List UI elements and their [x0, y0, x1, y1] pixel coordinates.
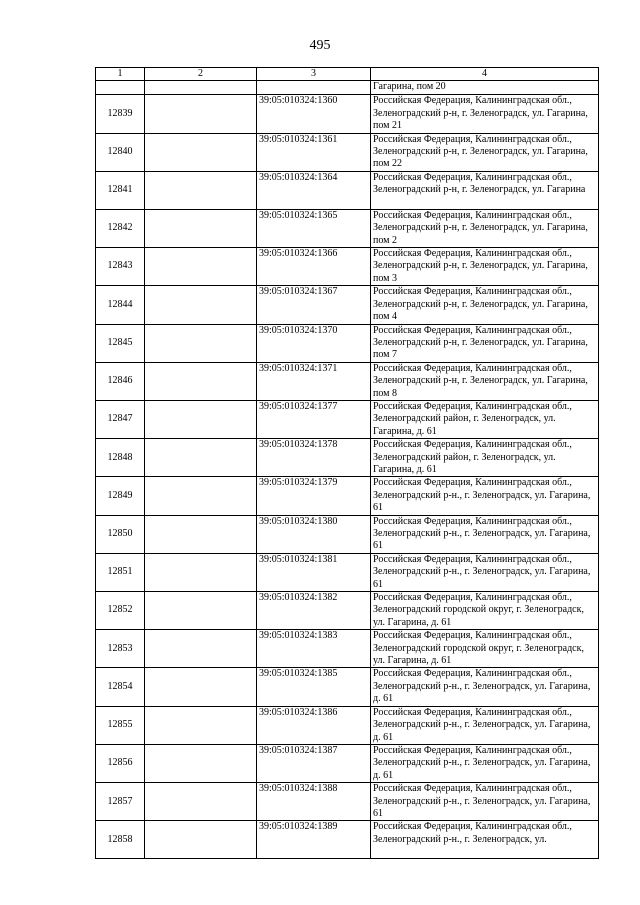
table-row [96, 706, 599, 744]
cadastral-number: 39:05:010324:1377 [257, 400, 371, 438]
row-col2 [145, 821, 257, 859]
row-number: 12851 [96, 553, 145, 591]
address: Российская Федерация, Калининградская обл., Зеленоградский р-н., г. Зеленоградск, ул. Гагарина, д. 61 [371, 744, 599, 782]
cadastral-number: 39:05:010324:1383 [257, 630, 371, 668]
address: Российская Федерация, Калининградская обл., Зеленоградский р-н., г. Зеленоградск, ул. Гагарина, 61 [371, 515, 599, 553]
row-col2 [145, 668, 257, 706]
cadastral-number: 39:05:010324:1388 [257, 783, 371, 821]
row-col2 [145, 324, 257, 362]
row-number: 12846 [96, 362, 145, 400]
row-col2 [145, 706, 257, 744]
address: Российская Федерация, Калининградская обл., Зеленоградский р-н, г. Зеленоградск, ул. Гагарина, пом 22 [371, 133, 599, 171]
address: Российская Федерация, Калининградская обл., Зеленоградский р-н, г. Зеленоградск, ул. Гагарина, пом 21 [371, 95, 599, 133]
row-col2 [145, 592, 257, 630]
table-row [96, 515, 599, 553]
cadastral-number: 39:05:010324:1367 [257, 286, 371, 324]
table-row [96, 400, 599, 438]
address: Российская Федерация, Калининградская обл., Зеленоградский р-н, г. Зеленоградск, ул. Гагарина, пом 8 [371, 362, 599, 400]
row-number: 12839 [96, 95, 145, 133]
table-row [96, 248, 599, 286]
row-col2 [145, 362, 257, 400]
table-row [96, 668, 599, 706]
cadastral-number: 39:05:010324:1360 [257, 95, 371, 133]
address: Российская Федерация, Калининградская обл., Зеленоградский район, г. Зеленоградск, ул. Гагарина, д. 61 [371, 439, 599, 477]
address: Российская Федерация, Калининградская обл., Зеленоградский городской округ, г. Зеленоградск, ул. Гагарина, д. 61 [371, 630, 599, 668]
table-row [96, 553, 599, 591]
table-row [96, 744, 599, 782]
table-row [96, 324, 599, 362]
row-col2 [145, 95, 257, 133]
row-col2 [145, 553, 257, 591]
continuation-row [96, 81, 599, 95]
row-number: 12845 [96, 324, 145, 362]
table-row [96, 439, 599, 477]
cadastral-number: 39:05:010324:1379 [257, 477, 371, 515]
table-row [96, 133, 599, 171]
address: Российская Федерация, Калининградская обл., Зеленоградский р-н., г. Зеленоградск, ул. Гагарина, д. 61 [371, 706, 599, 744]
header-row [96, 68, 599, 81]
continuation-address: Гагарина, пом 20 [371, 81, 599, 95]
row-col2 [145, 248, 257, 286]
table-row [96, 209, 599, 247]
row-number: 12855 [96, 706, 145, 744]
row-number: 12843 [96, 248, 145, 286]
column-header: 3 [257, 68, 371, 81]
row-number: 12853 [96, 630, 145, 668]
row-number: 12847 [96, 400, 145, 438]
cadastral-number: 39:05:010324:1366 [257, 248, 371, 286]
row-number: 12840 [96, 133, 145, 171]
table-row [96, 592, 599, 630]
column-header: 4 [371, 68, 599, 81]
table-row [96, 630, 599, 668]
row-number: 12844 [96, 286, 145, 324]
address: Российская Федерация, Калининградская обл., Зеленоградский район, г. Зеленоградск, ул. Гагарина, д. 61 [371, 400, 599, 438]
table-row [96, 95, 599, 133]
column-header: 1 [96, 68, 145, 81]
row-number: 12849 [96, 477, 145, 515]
table-row [96, 821, 599, 859]
row-number: 12858 [96, 821, 145, 859]
row-col2 [145, 783, 257, 821]
address: Российская Федерация, Калининградская обл., Зеленоградский р-н, г. Зеленоградск, ул. Гагарина, пом 3 [371, 248, 599, 286]
cadastral-number: 39:05:010324:1382 [257, 592, 371, 630]
cadastral-number: 39:05:010324:1387 [257, 744, 371, 782]
address: Российская Федерация, Калининградская обл., Зеленоградский р-н., г. Зеленоградск, ул. Гагарина, д. 61 [371, 668, 599, 706]
row-col2 [145, 133, 257, 171]
table-row [96, 477, 599, 515]
cadastral-number: 39:05:010324:1386 [257, 706, 371, 744]
register-table [95, 67, 599, 859]
address: Российская Федерация, Калининградская обл., Зеленоградский р-н, г. Зеленоградск, ул. Гагарина, пом 2 [371, 209, 599, 247]
address: Российская Федерация, Калининградская обл., Зеленоградский р-н, г. Зеленоградск, ул. Гагарина, пом 7 [371, 324, 599, 362]
row-number: 12848 [96, 439, 145, 477]
row-number: 12857 [96, 783, 145, 821]
row-number: 12856 [96, 744, 145, 782]
cadastral-number: 39:05:010324:1370 [257, 324, 371, 362]
address: Российская Федерация, Калининградская обл., Зеленоградский р-н., г. Зеленоградск, ул. Гагарина, 61 [371, 553, 599, 591]
cadastral-number: 39:05:010324:1361 [257, 133, 371, 171]
row-col2 [145, 400, 257, 438]
cadastral-number: 39:05:010324:1385 [257, 668, 371, 706]
cadastral-number: 39:05:010324:1389 [257, 821, 371, 859]
cadastral-number: 39:05:010324:1371 [257, 362, 371, 400]
address: Российская Федерация, Калининградская обл., Зеленоградский р-н., г. Зеленоградск, ул. Гагарина, 61 [371, 783, 599, 821]
address: Российская Федерация, Калининградская обл., Зеленоградский городской округ, г. Зеленоградск, ул. Гагарина, д. 61 [371, 592, 599, 630]
cadastral-number: 39:05:010324:1364 [257, 171, 371, 209]
table-row [96, 362, 599, 400]
row-number: 12854 [96, 668, 145, 706]
row-number: 12841 [96, 171, 145, 209]
cadastral-number: 39:05:010324:1381 [257, 553, 371, 591]
row-col2 [145, 171, 257, 209]
row-col2 [145, 515, 257, 553]
row-col2 [145, 477, 257, 515]
address: Российская Федерация, Калининградская обл., Зеленоградский р-н., г. Зеленоградск, ул. [371, 821, 599, 859]
table-row [96, 171, 599, 209]
table-row [96, 783, 599, 821]
address: Российская Федерация, Калининградская обл., Зеленоградский р-н, г. Зеленоградск, ул. Гагарина [371, 171, 599, 209]
address: Российская Федерация, Калининградская обл., Зеленоградский р-н., г. Зеленоградск, ул. Гагарина, 61 [371, 477, 599, 515]
row-col2 [145, 439, 257, 477]
row-number: 12850 [96, 515, 145, 553]
row-col2 [145, 630, 257, 668]
table-row [96, 286, 599, 324]
address: Российская Федерация, Калининградская обл., Зеленоградский р-н, г. Зеленоградск, ул. Гагарина, пом 4 [371, 286, 599, 324]
row-number: 12842 [96, 209, 145, 247]
page-number: 495 [309, 38, 331, 53]
column-header: 2 [145, 68, 257, 81]
cadastral-number: 39:05:010324:1365 [257, 209, 371, 247]
row-col2 [145, 209, 257, 247]
cadastral-number: 39:05:010324:1380 [257, 515, 371, 553]
row-number: 12852 [96, 592, 145, 630]
cadastral-number: 39:05:010324:1378 [257, 439, 371, 477]
row-col2 [145, 286, 257, 324]
row-col2 [145, 744, 257, 782]
